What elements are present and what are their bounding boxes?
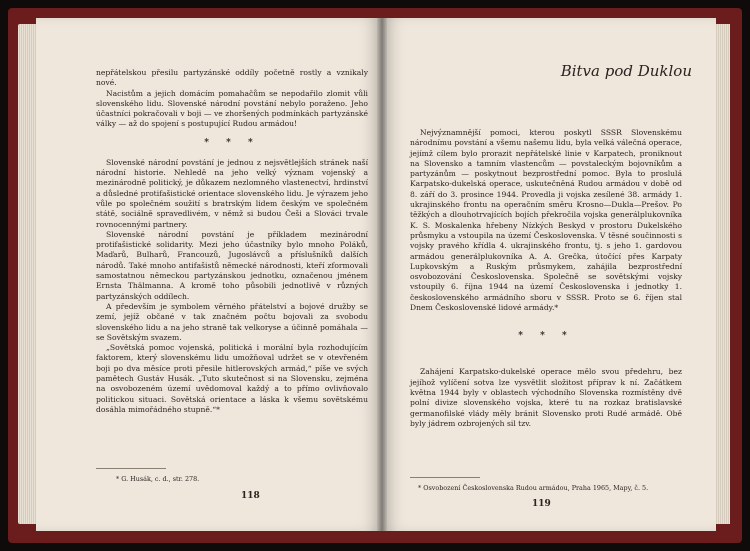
right-page [382,18,716,531]
left-page-text [96,68,368,415]
page-number: 119 [532,499,551,509]
paragraph: A především je symbolem věrného přátelství a bojové družby se zemí, jejíž občané v tak značném počtu bojovali za svobodu slovenského lidu a na jeho straně tak velkoryse a účinně pomáhala — se Sovětským svazem. [96,301,368,342]
paragraph: Slovenské národní povstání je jednou z nejsvětlejších stránek naší národní historie. Nehledě na jeho velký význam vojenský a mezinárodně politický, je důkazem nezlomného vlastenectví, hrdinství a důsledné protifašistické orientace slovenského lidu. Je výrazem jeho vůle po společném soužití s bratrským lidem českým ve společném státě, sociálně spravedlivém, v němž si budou Češi a Slováci trvale rovnocennými partnery. [96,157,368,229]
paragraph: Zahájení Karpatsko-dukelské operace mělo svou předehru, bez jejíhož vylíčení sotva lze vysvětlit složitost příprav k ní. Začátkem května 1944 byly v oblastech východního Slovenska rozmístěny dvě polní divize slovenského vojska, které tu na rozkaz bratislavské germanofilské vlády měly bránit Slovensko proti Rudé armádě. Obě byly jádrem ozbrojených sil tzv. [410,367,682,428]
footnote: * G. Husák, c. d., str. 278. [116,475,200,483]
right-page-text [410,128,682,429]
open-book [8,8,742,543]
footnote: * Osvobození Československa Rudou armádou, Praha 1965, Mapy, č. 5. [418,484,649,492]
quote-paragraph: „Sovětská pomoc vojenská, politická i morální byla rozhodujícím faktorem, který slovenskému lidu umožňoval udržet se v otevřeném boji po dva měsíce proti přesile hitlerovských armád,“ píše ve svých pamětech Gustáv Husák. „Tuto skutečnost si na Slovensku, zejména na osvobozeném území uvědomoval každý a to přímo ovlivňovalo politickou situaci. Sovětská orientace a láska k všemu sovětskému dosáhla mimořádného stupně.“* [96,343,368,414]
book-gutter [377,18,387,531]
footnote-rule [96,468,166,469]
paragraph: Nacistům a jejich domácím pomahačům se nepodařilo zlomit vůli slovenského lidu. Slovenské národní povstání nebylo poraženo. Jeho účastníci pokračovali v boji — ve zhoršených podmínkách partyzánské války — až do spojení s postupující Rudou armádou! [96,88,368,129]
section-separator: * * * [518,331,574,342]
paragraph: Nejvýznamnější pomoci, kterou poskytl SSSR Slovenskému národnímu povstání a všemu našemu lidu, byla velká válečná operace, jejímž cílem bylo prorazit nepřátelské linie v Karpatech, proniknout na Slovensko a tamním vlastencům — povstaleckým bojovníkům a partyzánům — poskytnout bezprostřední pomoc. Byla to proslulá Karpatsko-dukelská operace, uskutečněná Rudou armádou v době od 8. září do 3. prosince 1944. Provedla ji vojska zesílené 38. armády 1. ukrajinského frontu na operačním směru Krosno—Dukla—Prešov. Po těžkých a dlouhotrvajících bojích překročila vojska generálplukovníka K. S. Moskalenka hřebeny Nízkých Beskyd v prostoru Dukelského průsmyku a vstoupila na území Československa. V těsné součinnosti s vojsky pravého křídla 4. ukrajinského frontu, tj. s jeho 1. gardovou armádou generálplukovníka A. A. Grečka, útočící přes Karpaty Lupkovským a Ruským průsmykem, zahájila bezprostřední osvobozování Československa. Společně se sovětskými vojsky vstoupily 6. října 1944 na území Československa i jednotky 1. československého armádního sboru v SSSR. Proto se 6. říjen stal Dnem Československé lidové armády.* [410,128,682,313]
page-edges-left [18,24,36,524]
footnote-rule [410,477,480,478]
chapter-title: Bitva pod Duklou [560,62,692,80]
paragraph: Slovenské národní povstání je příkladem mezinárodní protifašistické solidarity. Mezi jeho účastníky bylo mnoho Poláků, Maďarů, Bulharů, Francouzů, Jugoslávců a příslušníků dalších národů. Také mnoho antifašistů německé národnosti, kteří zformovali samostatnou německou partyzánskou jednotku, označenou jménem Ernsta Thälmanna. A kromě toho působili jednotlivě v různých partyzánských oddílech. [96,229,368,301]
page-edges-right [716,24,730,524]
page-number: 118 [241,491,260,501]
left-page [36,18,382,531]
paragraph: nepřátelskou přesilu partyzánské oddíly početně rostly a vznikaly nové. [96,68,368,88]
section-separator: * * * [204,137,260,148]
